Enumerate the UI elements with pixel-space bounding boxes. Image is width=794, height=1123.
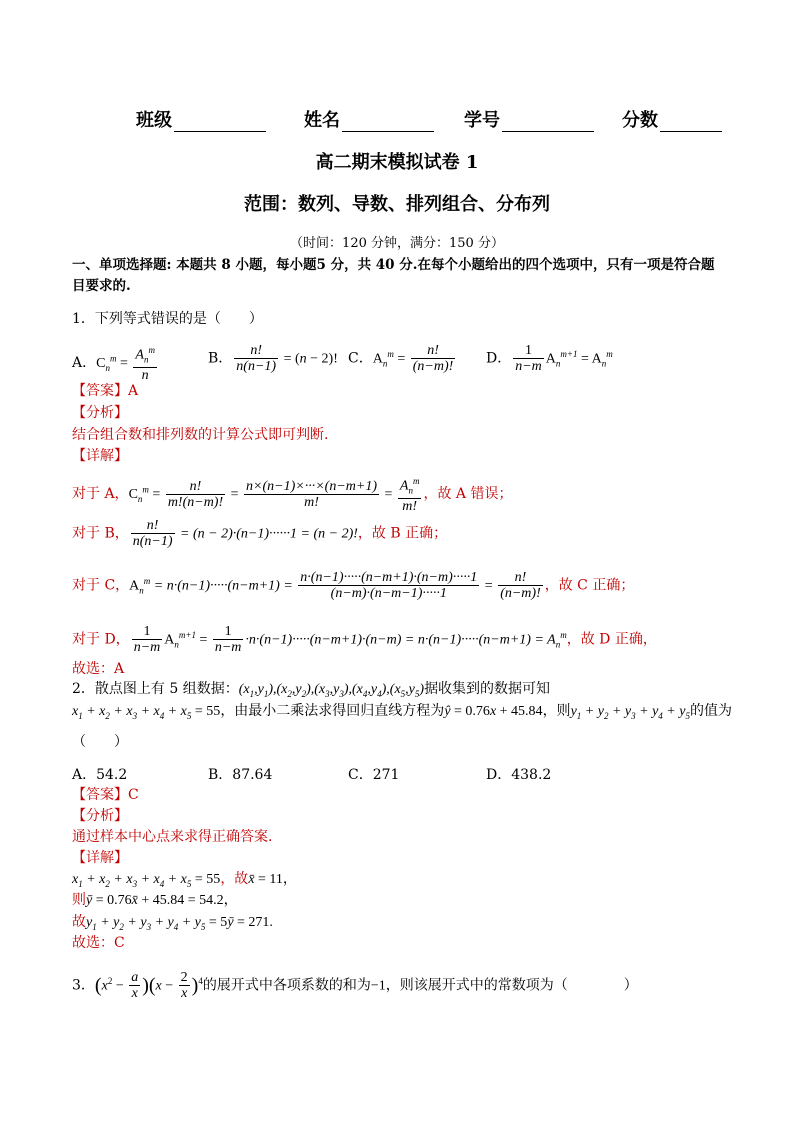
q3-number: 3． — [72, 977, 95, 994]
q1-option-d-label: D． — [486, 350, 512, 367]
id-blank — [502, 115, 594, 132]
name-blank — [342, 115, 434, 132]
q1-detail-c-prefix: 对于 C， — [72, 577, 130, 594]
q2-stem-prefix: 2．散点图上有 5 组数据： — [72, 681, 239, 697]
q1-stem: 1．下列等式错误的是（ ） — [72, 311, 263, 327]
name-field — [304, 106, 434, 132]
section-heading-line1: 一、单项选择题: 本题共 8 小题，每小题5 分，共 40 分.在每个小题给出的四个选项中，只有一项是符合题 — [72, 257, 715, 273]
q1-detail-c-suffix: ，故 C 正确； — [544, 577, 635, 594]
q2-line2-mid: ，由最小二乘法求得回归直线方程为 — [220, 703, 445, 719]
q1-detail-d-prefix: 对于 D， — [72, 631, 130, 648]
q2-stem-line1: 2．散点图上有 5 组数据：$(x_1,y_1),(x_2,y_2),(x_3,y_3),(x_4,y_4),(x_5,y_5)$据收集到的数据可知 — [72, 681, 551, 699]
class-blank — [174, 115, 266, 132]
q2-analysis: 通过样本中心点来求得正确答案. — [72, 829, 273, 845]
q1-option-a-label: A． — [72, 355, 97, 372]
id-label: 学号 — [464, 110, 500, 131]
time-info: （时间：120 分钟，满分：150 分） — [290, 236, 504, 251]
q2-option-b: B．87.64 — [208, 767, 273, 783]
score-field — [622, 106, 722, 132]
q1-detail-label: 【详解】 — [72, 448, 128, 464]
score-label: 分数 — [622, 110, 658, 131]
q1-detail-b: 对于 B， $\frac{n!}{n(n-1)}$ = (n − 2)·(n−1)······1 = (n − 2)!，故 B 正确； — [72, 518, 448, 549]
q1-option-b: B． $\frac{n!}{n(n-1)}$ = (n − 2)! — [208, 343, 338, 374]
q2-stem-suffix: 据收集到的数据可知 — [424, 681, 551, 697]
page-title: 高二期末模拟试卷 1 — [315, 152, 479, 173]
q2-answer-value: C — [128, 787, 139, 803]
q2-analysis-label: 【分析】 — [72, 808, 128, 824]
q1-analysis-label: 【分析】 — [72, 405, 128, 421]
q1-option-d: D． $\frac{1}{n-m}$ $A_n^{m+1} = A_n^m$ — [486, 343, 613, 374]
q2-option-d: D．438.2 — [486, 767, 552, 783]
q2-choice: 故选：C — [72, 935, 125, 951]
q1-option-a: A．$C_n^m$ = $\frac{A_n^m}{n}$ — [72, 345, 155, 384]
q1-detail-b-suffix: ，故 B 正确； — [357, 525, 448, 542]
q1-detail-d: 对于 D， $\frac{1}{n-m}$ $A_n^{m+1}$ = $\frac{1}{n-m}$ $\cdot n\cdot(n-1)\cdot\cdot\cdot\cdot\cdot(n-m+1)\cdot(n-m) = n\cdot(n-1)\cdot\cdot\cdot\cdot\cdot(n-m+1) = A_n^m$，故 D 正确， — [72, 624, 657, 655]
page-subtitle: 范围：数列、导数、排列组合、分布列 — [244, 194, 550, 215]
q1-option-b-label: B． — [208, 350, 233, 367]
q1-detail-a: 对于 A，$C_n^m$ = $\frac{n!}{m!(n-m)!}$ = $\frac{n\times(n-1)\times\cdot\cdot\cdot\times(n-m+1)}{m!}$ = $\frac{A_n^m}{m!}$ ，故 A 错误； — [72, 476, 513, 515]
q2-detail-1: $x_1 + x_2 + x_3 + x_4 + x_5 = 55$，故x̄ = 11， — [72, 871, 297, 889]
q1-choice: 故选：A — [72, 661, 125, 677]
q2-option-c: C．271 — [348, 767, 400, 783]
q2-detail-3: 故$y_1 + y_2 + y_3 + y_4 + y_5$ = 5ȳ = 271. — [72, 914, 273, 932]
q1-option-c-label: C． — [348, 350, 373, 367]
section-heading-line2: 目要求的. — [72, 278, 131, 294]
q2-answer-label: 【答案】 — [72, 787, 128, 803]
q2-answer — [72, 785, 139, 805]
q2-detail-label: 【详解】 — [72, 850, 128, 866]
q1-answer — [72, 381, 138, 401]
q2-paren: （ ） — [72, 734, 128, 750]
score-blank — [660, 115, 722, 132]
q3-stem: 3．($x^2$ − $\frac{a}{x}$ )(x − $\frac{2}{x}$ )$^4$的展开式中各项系数的和为−1，则该展开式中的常数项为（ ） — [72, 970, 638, 1001]
name-label: 姓名 — [304, 110, 340, 131]
q2-line2-suffix: ，则 — [542, 703, 571, 719]
q2-detail-2: 则ȳ = 0.76x̄ + 45.84 = 54.2， — [72, 892, 238, 908]
q2-detail-1-suffix: ，故 — [220, 871, 249, 887]
q2-detail-3-prefix: 故 — [72, 914, 86, 930]
q1-option-c: C．$A_n^m$ = $\frac{n!}{(n-m)!}$ — [348, 343, 454, 374]
class-field — [136, 106, 266, 132]
q1-detail-b-prefix: 对于 B， — [72, 525, 129, 542]
q2-detail-2-prefix: 则 — [72, 892, 86, 908]
q1-answer-value: A — [128, 383, 139, 399]
q3-stem-mid: 的展开式中各项系数的和为 — [202, 977, 371, 994]
q1-detail-d-suffix: ，故 D 正确， — [566, 631, 657, 648]
q1-answer-label: 【答案】 — [72, 383, 128, 399]
q1-analysis: 结合组合数和排列数的计算公式即可判断. — [72, 427, 329, 443]
q3-stem-suffix: ，则该展开式中的常数项为（ ） — [385, 977, 638, 994]
q2-stem-line2: $x_1 + x_2 + x_3 + x_4 + x_5 = 55$，由最小二乘法求得回归直线方程为ŷ = 0.76x + 45.84，则$y_1 + y_2 + y_3 + y_4 + y_5$的值为 — [72, 703, 732, 721]
q2-line2-end: 的值为 — [689, 703, 732, 719]
q1-detail-a-suffix: ，故 A 错误； — [423, 486, 513, 503]
q2-option-a: A．54.2 — [72, 767, 128, 783]
q1-detail-a-prefix: 对于 A， — [72, 486, 129, 503]
q1-detail-c: 对于 C，$A_n^m = n\cdot(n-1)\cdot\cdot\cdot\cdot\cdot(n-m+1)$ = $\frac{n\cdot(n-1)\cdot\cdot\cdot\cdot\cdot(n-m+1)\cdot(n-m)\cdot\cdot\cdot\cdot\cdot 1}{(n-m)\cdot(n-m-1)\cdot\cdot\cdot\cdot\cdot 1}$ = $\frac{n!}{(n-m)!}$ ，故 C 正确； — [72, 570, 635, 601]
class-label: 班级 — [136, 110, 172, 131]
id-field — [464, 106, 594, 132]
